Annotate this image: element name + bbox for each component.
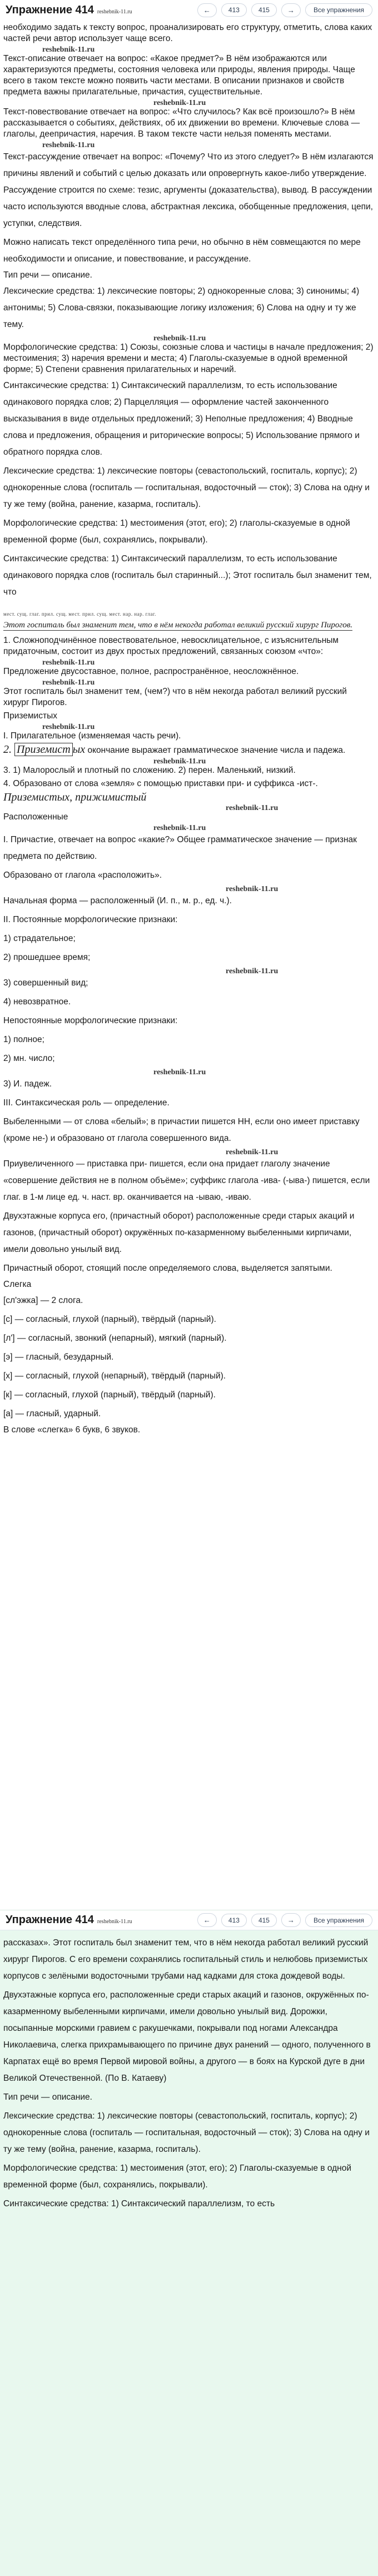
paragraph: Можно написать текст определённого типа речи, но обычно в нём совмещаются по мере необходимости и описание, и повествование, и рассуждение. [3, 238, 361, 264]
paragraph: Непостоянные морфологические признаки: [3, 1016, 178, 1025]
next-exercise-button[interactable]: 415 [251, 1914, 277, 1927]
paragraph: Расположенные [3, 812, 68, 822]
top-bar-secondary [0, 1910, 378, 1930]
watermark: reshebnik-11.ru [42, 658, 95, 667]
paragraph: III. Синтаксическая роль — определение. [3, 1098, 170, 1108]
paragraph: [сл'эжка] — 2 слога. [3, 1296, 83, 1305]
watermark: reshebnik-11.ru [42, 46, 95, 54]
watermark: reshebnik-11.ru [226, 1148, 278, 1156]
watermark: reshebnik-11.ru [226, 885, 278, 893]
paragraph: Приувеличенного — приставка при- пишется, если она придает глаголу значение «совершение действия не в полном объёме»; суффикс глагола -ива- (-ыва-) пишется, если глаг. в 1-м лице ед. ч. наст. вр. оканчивается на -ываю, -иваю. [3, 1159, 370, 1202]
paragraph: 1) страдательное; [3, 934, 76, 943]
watermark: reshebnik-11.ru [42, 723, 95, 731]
sentence-scheme [3, 608, 375, 631]
paragraph: Синтаксические средства: 1) Синтаксический параллелизм, то есть использование одинакового порядка слов (госпиталь был старинный...); Этот госпиталь был знаменит тем, что [3, 554, 372, 597]
paragraph: Лексические средства: 1) лексические повторы (севастопольский, госпиталь, корпус); 2) однокоренные слова (госпиталь — госпитальная, водосточный — сток); 3) Слова на одну и ту же тему (война, ранение, казарма, госпиталь). [3, 466, 370, 509]
site-label: reshebnik-11.ru [97, 8, 132, 15]
site-label: reshebnik-11.ru [97, 1919, 132, 1925]
paragraph: Этот госпиталь был знаменит тем, (чем?) что в нём некогда работал великий русский хирург Пирогов. [3, 687, 347, 707]
watermark: reshebnik-11.ru [42, 141, 95, 149]
paragraph: Синтаксические средства: 1) Синтаксический параллелизм, то есть использование одинакового порядка слов; 2) Парцелляция — оформление частей законченного высказывания в виде отдельных предложений; 3) Неполные предложения; 4) Вводные слова и предложения, обращения и риторические вопросы; 5) Использование прямого и обратного порядка слов. [3, 381, 360, 457]
paragraph: необходимо задать к тексту вопрос, проанализировать его структуру, отметить, слова каких частей речи автор использует чаще всего. [3, 23, 372, 43]
paragraph: Морфологические средства: 1) местоимения (этот, его); 2) глаголы-сказуемые в одной временной форме (был, сохранялись, покрывали). [3, 519, 350, 545]
watermark: reshebnik-11.ru [153, 824, 206, 832]
paragraph: Двухэтажные корпуса его, расположенные среди старых акаций и газонов, окружённых по-казарменному выбеленными кирпичами, имели довольно унылый вид. Дорожки, посыпанные морскими гравием с ракушечками, покрывали под ногами Александра Николаевича, слегка прихрамывающего по причине двух ранений — одного, полученного в Карпатах ещё во время Первой мировой войны, а другого — в боях на Курской дуге в дни Великой Отечественной. (По В. Катаеву) [3, 1990, 371, 2083]
navigation [197, 3, 372, 17]
paragraph: Приземистых [3, 711, 58, 721]
paragraph: I. Прилагательное (изменяемая часть речи). [3, 731, 181, 741]
next-exercise-button[interactable]: 415 [251, 3, 277, 17]
phonetic-line: [л'] — согласный, звонкий (непарный), мягкий (парный). [3, 1334, 227, 1343]
paragraph: Тип речи — описание. [3, 270, 92, 280]
prev-arrow-button[interactable]: ← [197, 3, 217, 17]
morpheme-example: 2. Приземист ых [3, 743, 86, 756]
phonetic-line: [к] — согласный, глухой (парный), твёрдый (парный). [3, 1390, 216, 1400]
paragraph: В слове «слегка» 6 букв, 6 звуков. [3, 1425, 141, 1435]
scheme-text: Этот госпиталь был знаменит тем, что в нём некогда работал великий русский хирург Пирогов. [3, 621, 353, 630]
watermark: reshebnik-11.ru [226, 967, 278, 975]
paragraph: Морфологические средства: 1) Союзы, союзные слова и частицы в начале предложения; 2) местоимения; 3) наречия времени и места; 4) Глаголы-сказуемые в одной временной форме; 5) Степени сравнения прилагательных и наречий. [3, 343, 374, 374]
paragraph: 2) мн. число; [3, 1054, 55, 1063]
paragraph: 3) совершенный вид; [3, 978, 88, 988]
paragraph: Текст-повествование отвечает на вопрос: «Что случилось? Как всё произошло?» В нём рассказывается о событиях, действиях, об их движении во времени. Ключевые слова — глаголы, деепричастия, наречия. В таком тексте части нельзя поменять местами. [3, 107, 360, 139]
phonetic-line: [с] — согласный, глухой (парный), твёрдый (парный). [3, 1315, 216, 1324]
paragraph: Текст-рассуждение отвечает на вопрос: «Почему? Что из этого следует?» В нём излагаются причины явлений и событий с целью доказать или опровергнуть какое-либо утверждение. Рассуждение строится по схеме: тезис, аргументы (доказательства), вывод. В рассуждении часто используются вводные слова, абстрактная лексика, обобщенные предложения, цепи, уступки, следствия. [3, 152, 374, 228]
paragraph: 4. Образовано от слова «земля» с помощью приставки при- и суффикса -ист-. [3, 779, 318, 788]
prev-exercise-button[interactable]: 413 [221, 3, 247, 17]
paragraph: Синтаксические средства: 1) Синтаксический параллелизм, то есть [3, 2199, 275, 2208]
second-answer-section [0, 1910, 378, 2576]
paragraph: Слегка [3, 1280, 32, 1289]
paragraph: Приземистых, прижимистый [3, 791, 147, 803]
phonetic-line: [э] — гласный, безударный. [3, 1352, 114, 1362]
morpheme-note: окончание выражает грамматическое значение числа и падежа. [87, 746, 346, 755]
paragraph: Лексические средства: 1) лексические повторы (севастопольский, госпиталь, корпус); 2) однокоренные слова (госпиталь — госпитальная, водосточный — сток); 3) Слова на одну и ту же тему (война, ранение, казарма, госпиталь). [3, 2111, 370, 2154]
scheme-tags: мест. сущ. глаг. прил. сущ. мест. прил. сущ. мест. нар. нар. глаг. [3, 611, 156, 617]
watermark: reshebnik-11.ru [226, 804, 278, 812]
paragraph: 3) И. падеж. [3, 1079, 52, 1089]
paragraph: 2) прошедшее время; [3, 953, 91, 962]
answer-content [0, 20, 378, 1436]
phonetic-line: [а] — гласный, ударный. [3, 1409, 101, 1418]
paragraph: Образовано от глагола «расположить». [3, 871, 162, 880]
page-title: Упражнение 414 [6, 3, 94, 16]
paragraph: рассказах». Этот госпиталь был знаменит тем, что в нём некогда работал великий русский хирург Пирогов. С его времени сохранялись госпитальный стиль и нелюбовь приземистых корпусов с зелёными водосточными трубами над кадками для стока дождевой воды. [3, 1938, 369, 1981]
next-arrow-button[interactable]: → [281, 3, 301, 17]
paragraph: Выбеленными — от слова «белый»; в причастии пишется НН, если оно имеет приставку (кроме не-) и образовано от глагола совершенного вида. [3, 1117, 360, 1143]
paragraph: 3. 1) Малорослый и плотный по сложению. 2) перен. Маленький, низкий. [3, 766, 296, 775]
prev-arrow-button[interactable]: ← [197, 1913, 217, 1927]
top-bar [0, 0, 378, 20]
navigation [197, 1913, 372, 1927]
paragraph: Тип речи — описание. [3, 2092, 92, 2102]
watermark: reshebnik-11.ru [42, 678, 95, 687]
watermark: reshebnik-11.ru [153, 334, 206, 343]
title-group [6, 4, 132, 17]
paragraph: 4) невозвратное. [3, 997, 71, 1007]
phonetic-line: [х] — согласный, глухой (непарный), твёрдый (парный). [3, 1371, 226, 1381]
paragraph: Лексические средства: 1) лексические повторы; 2) однокоренные слова; 3) синонимы; 4) антонимы; 5) Слова-связки, показывающие логику изложения; 6) Слова на одну и ту же тему. [3, 286, 360, 329]
paragraph: Двухэтажные корпуса его, (причастный оборот) расположенные среди старых акаций и газонов, (причастный оборот) окружённых по-казарменному выбеленными кирпичами, имели довольно унылый вид. [3, 1211, 355, 1254]
all-exercises-button[interactable]: Все упражнения [305, 1914, 372, 1927]
paragraph: Морфологические средства: 1) местоимения (этот, его); 2) Глаголы-сказуемые в одной временной форме (был, сохранялись, покрывали). [3, 2164, 352, 2190]
paragraph: 1. Сложноподчинённое повествовательное, невосклицательное, с изъяснительным придаточным, состоит из двух простых предложений, связанных союзом «что»: [3, 636, 339, 656]
paragraph: Предложение двусоставное, полное, распространённое, неосложнённое. [3, 667, 299, 676]
prev-exercise-button[interactable]: 413 [221, 1914, 247, 1927]
paragraph: Начальная форма — расположенный (И. п., м. р., ед. ч.). [3, 896, 232, 905]
paragraph: 1) полное; [3, 1035, 44, 1044]
next-arrow-button[interactable]: → [281, 1913, 301, 1927]
watermark: reshebnik-11.ru [153, 757, 206, 766]
watermark: reshebnik-11.ru [153, 99, 206, 107]
paragraph: Текст-описание отвечает на вопрос: «Какое предмет?» В нём изображаются или характеризуются предметы, состояния человека или природы, явления природы. Чаще всего в таком тексте можно появить части местами. В описании признаков и свойств предмета важны прилагательные, причастия, существительные. [3, 54, 355, 97]
answer-content-secondary [0, 1930, 378, 2212]
watermark: reshebnik-11.ru [153, 1068, 206, 1076]
paragraph [3, 744, 375, 756]
title-group [6, 1914, 132, 1926]
paragraph: I. Причастие, отвечает на вопрос «какие?» Общее грамматическое значение — признак предмета по действию. [3, 835, 357, 861]
paragraph: Причастный оборот, стоящий после определяемого слова, выделяется запятыми. [3, 1264, 332, 1273]
paragraph: II. Постоянные морфологические признаки: [3, 915, 178, 924]
page-title: Упражнение 414 [6, 1914, 94, 1926]
all-exercises-button[interactable]: Все упражнения [305, 3, 372, 17]
